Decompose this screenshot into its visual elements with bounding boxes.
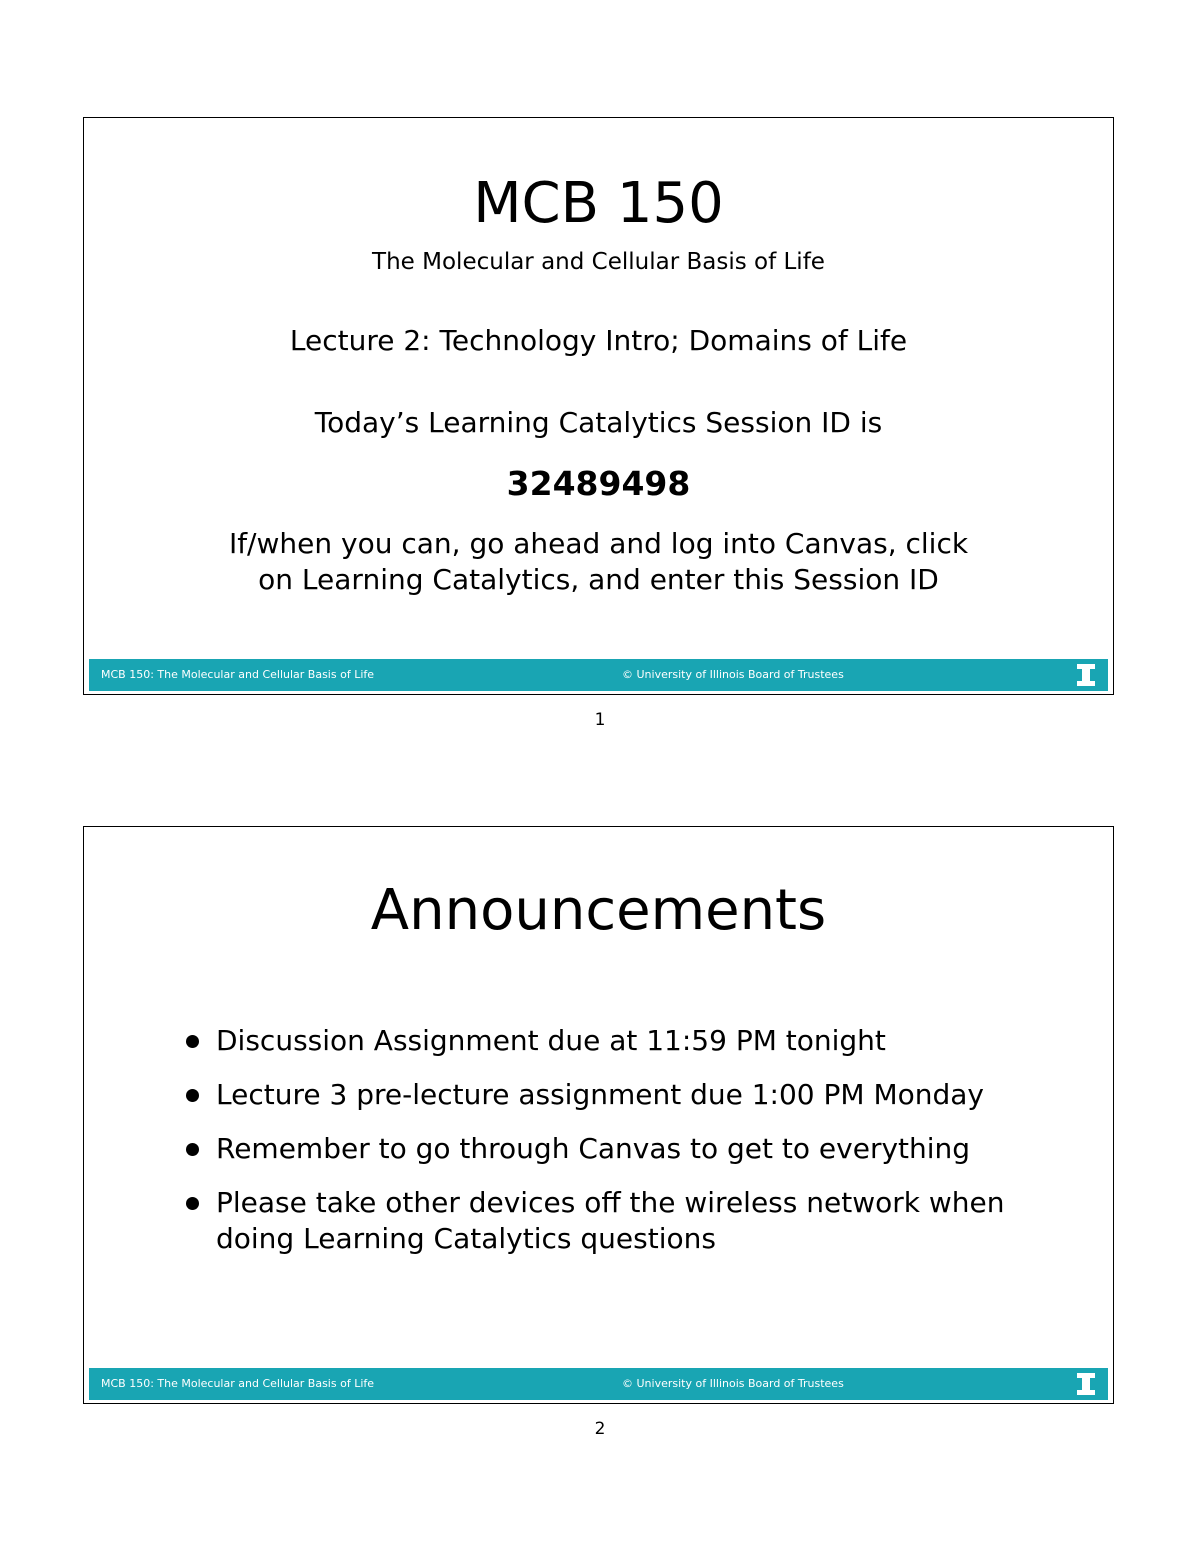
slide-footer: [89, 659, 1108, 691]
list-item-text: doing Learning Catalytics questions: [216, 1222, 716, 1255]
footer-course-name: MCB 150: The Molecular and Cellular Basis of Life: [101, 1377, 375, 1390]
page-number: 2: [594, 1419, 606, 1439]
footer-copyright: © University of Illinois Board of Trustees: [622, 668, 844, 681]
page-number: 1: [594, 710, 606, 730]
list-item-text: Remember to go through Canvas to get to everything: [216, 1132, 971, 1165]
slide-title: MCB 150: [473, 171, 724, 236]
slide-title: Announcements: [370, 878, 827, 943]
lecture-title: Lecture 2: Technology Intro; Domains of Life: [289, 324, 908, 357]
bullet-icon: [186, 1035, 199, 1048]
list-item-text: Please take other devices off the wireless network when: [216, 1186, 1005, 1219]
bullet-icon: [186, 1197, 199, 1210]
instructions: [84, 526, 1113, 598]
footer-copyright: © University of Illinois Board of Trustees: [622, 1377, 844, 1390]
bullet-icon: [186, 1089, 199, 1102]
slide-footer: [89, 1368, 1108, 1400]
list-item-text: Lecture 3 pre-lecture assignment due 1:00 PM Monday: [216, 1078, 985, 1111]
footer-course-name: MCB 150: The Molecular and Cellular Basis of Life: [101, 668, 375, 681]
list-item: [186, 1131, 1086, 1167]
slide-2: [83, 826, 1114, 1404]
instruction-line: on Learning Catalytics, and enter this Session ID: [258, 563, 939, 596]
list-item: [186, 1023, 1086, 1059]
block-i-logo-icon: [1076, 663, 1096, 687]
bullet-icon: [186, 1143, 199, 1156]
list-item-text: Discussion Assignment due at 11:59 PM tonight: [216, 1024, 886, 1057]
block-i-logo-icon: [1076, 1372, 1096, 1396]
session-id-label: Today’s Learning Catalytics Session ID is: [314, 406, 883, 439]
slide-subtitle: The Molecular and Cellular Basis of Life: [372, 249, 825, 275]
session-id-value: 32489498: [506, 464, 691, 503]
announcement-list: [186, 1023, 1086, 1275]
list-item: [186, 1077, 1086, 1113]
list-item: [186, 1185, 1086, 1257]
instruction-line: If/when you can, go ahead and log into Canvas, click: [228, 527, 969, 560]
slide-1: [83, 117, 1114, 695]
